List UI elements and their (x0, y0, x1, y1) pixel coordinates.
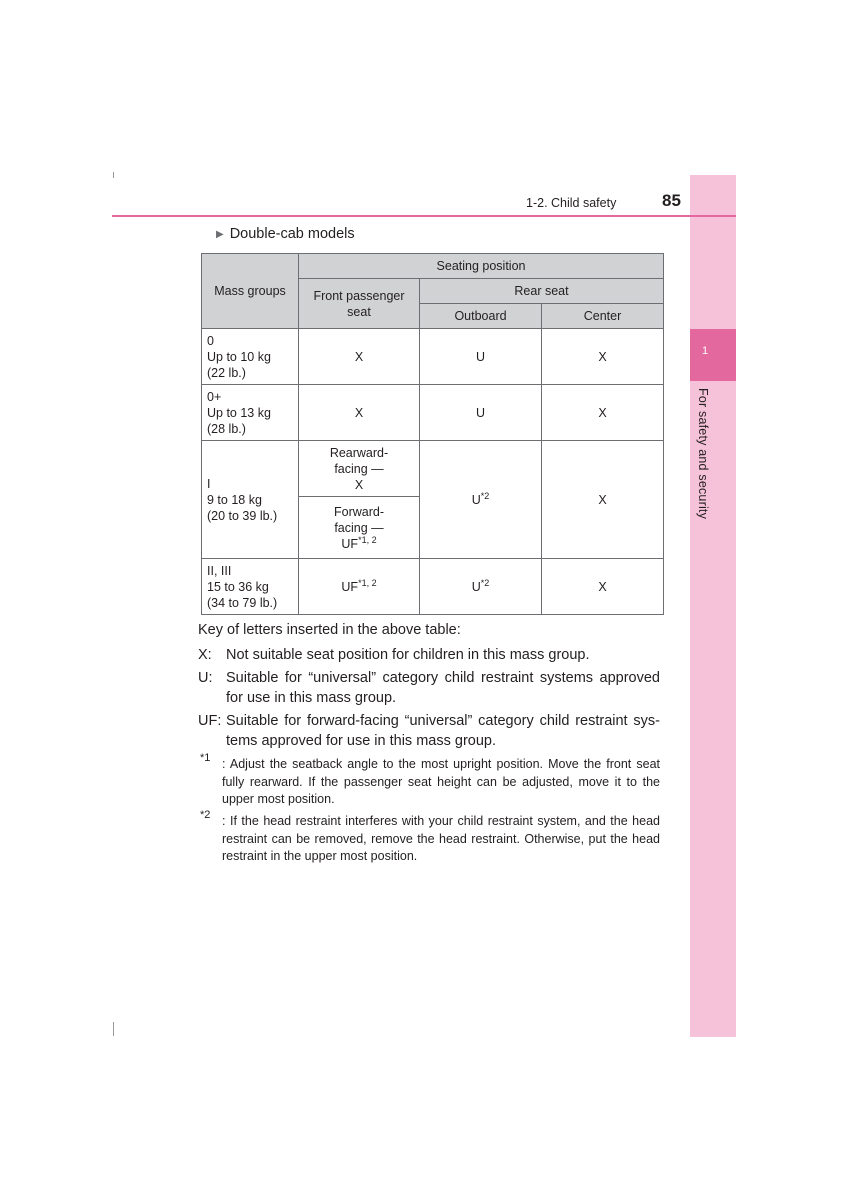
key-item (198, 645, 660, 665)
page-number: 85 (662, 191, 681, 210)
outboard-value: U (471, 579, 481, 594)
forward-label: Forward- (333, 504, 384, 519)
center-cell: X (542, 329, 664, 385)
mass-group-kg: Up to 10 kg (207, 349, 271, 364)
header-rule (112, 215, 736, 217)
front-value: UF (341, 579, 359, 594)
rearward-value: X (354, 477, 364, 492)
mass-group-label: I (207, 476, 211, 491)
crop-mark-top-left (113, 172, 114, 178)
header-front-passenger: Front passenger seat (299, 279, 420, 329)
mass-group-cell (202, 385, 299, 441)
mass-group-label: 0+ (207, 389, 222, 404)
chapter-title: For safety and security (696, 388, 710, 520)
crop-mark-bottom-left (113, 1022, 114, 1036)
seating-position-table (201, 253, 664, 615)
mass-group-lb: (20 to 39 lb.) (207, 508, 278, 523)
subheading (216, 226, 355, 242)
header-section-title: 1-2. Child safety (526, 196, 617, 210)
key-desc: Suitable for forward-facing “universal” category child restraint sys-tems approved for use in this mass group. (226, 713, 660, 749)
chapter-number-block (690, 329, 736, 381)
footnote-ref: *1, 2 (358, 577, 377, 588)
key-title: Key of letters inserted in the above table: (198, 622, 461, 638)
mass-group-lb: (34 to 79 lb.) (207, 595, 278, 610)
mass-group-lb: (28 lb.) (207, 421, 246, 436)
triangle-bullet-icon: ▶ (216, 229, 224, 240)
mass-group-lb: (22 lb.) (207, 365, 246, 380)
outboard-cell (420, 559, 542, 615)
chapter-side-tab (690, 175, 736, 1037)
key-item (198, 668, 660, 708)
footnote: *2 : If the head restraint interferes with your child restraint system, and the head restraint can be removed, remove the head restraint. Otherwise, put the head restraint in the upper most position. (200, 813, 660, 866)
table-row (202, 385, 664, 441)
key-desc: Suitable for “universal” category child restraint systems approved for use in this mass group. (226, 670, 660, 706)
outboard-value: U (471, 492, 481, 507)
front-cell: X (299, 385, 420, 441)
center-cell: X (542, 385, 664, 441)
facing-label: facing — (334, 461, 384, 476)
footnote-ref: *2 (480, 490, 490, 501)
mass-group-cell (202, 329, 299, 385)
header-rear-seat: Rear seat (420, 279, 664, 304)
outboard-cell (420, 441, 542, 559)
subheading-text: Double-cab models (229, 226, 355, 242)
front-cell: X (299, 329, 420, 385)
header-seating-position: Seating position (299, 254, 664, 279)
mass-group-kg: 15 to 36 kg (207, 579, 269, 594)
footnote: *1 : Adjust the seatback angle to the most upright position. Move the front seat fully rearward. If the passenger seat height can be adjusted, move it to the upper most position. (200, 756, 660, 809)
mass-group-label: 0 (207, 333, 214, 348)
header-outboard: Outboard (420, 304, 542, 329)
mass-group-label: II, III (207, 563, 232, 578)
forward-value-line (303, 536, 415, 552)
center-cell: X (542, 441, 664, 559)
footnote-text: : If the head restraint interferes with your child restraint system, and the head restraint can be removed, remove the head restraint. Otherwise, put the head restraint in the upper most position. (222, 814, 660, 863)
front-cell (299, 559, 420, 615)
front-forward-cell (299, 497, 420, 559)
table-row (202, 559, 664, 615)
outboard-cell: U (420, 385, 542, 441)
key-item (198, 711, 660, 751)
outboard-cell: U (420, 329, 542, 385)
mass-group-kg: Up to 13 kg (207, 405, 271, 420)
footnote-ref: *2 (480, 577, 490, 588)
key-abbr: UF: (198, 713, 222, 729)
mass-group-cell (202, 559, 299, 615)
key-abbr: U: (198, 670, 213, 686)
header-mass-groups: Mass groups (202, 254, 299, 329)
header-center: Center (542, 304, 664, 329)
front-rearward-cell (299, 441, 420, 497)
key-abbr: X: (198, 647, 212, 663)
rearward-label: Rearward- (329, 445, 389, 460)
key-desc: Not suitable seat position for children in this mass group. (226, 647, 590, 663)
table-row (202, 441, 664, 497)
footnote-text: : Adjust the seatback angle to the most upright position. Move the front seat fully rearward. If the passenger seat height can be adjusted, move it to the upper most position. (222, 757, 660, 806)
footnote-ref: *1, 2 (358, 534, 377, 545)
facing-label: facing — (334, 520, 384, 535)
forward-value: UF (341, 536, 359, 551)
chapter-number: 1 (702, 345, 709, 357)
center-cell: X (542, 559, 664, 615)
mass-group-cell (202, 441, 299, 559)
mass-group-kg: 9 to 18 kg (207, 492, 262, 507)
table-row (202, 329, 664, 385)
